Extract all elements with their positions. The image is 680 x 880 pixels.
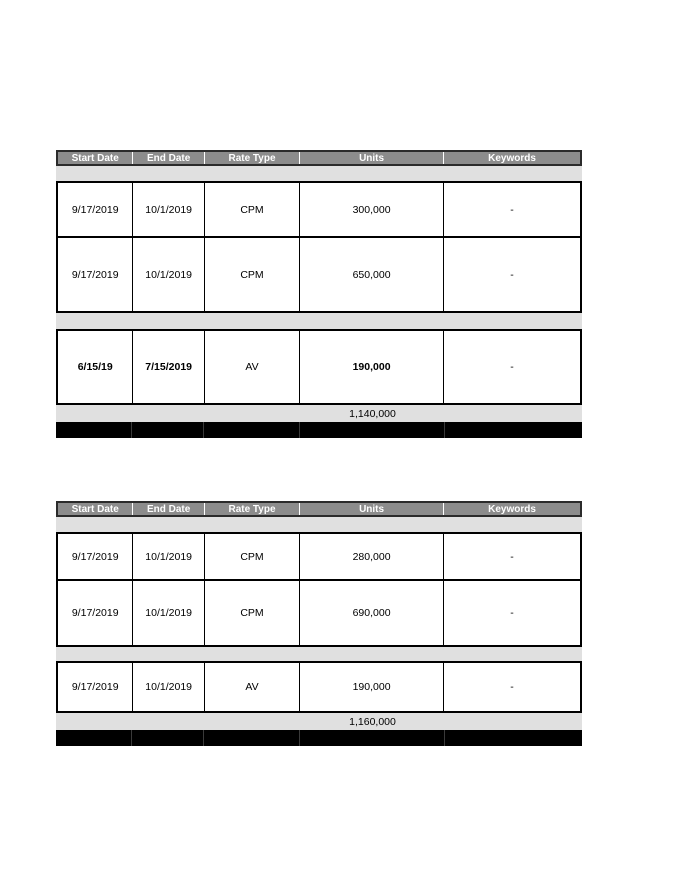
keywords-cell: - (510, 203, 514, 216)
rate-type-cell: CPM (205, 238, 300, 311)
col-header-keywords: Keywords (488, 503, 536, 515)
group-band (56, 313, 582, 329)
line-item-table-1 (56, 150, 582, 438)
units-cell: 690,000 (300, 581, 444, 645)
end-date-cell: 10/1/2019 (133, 581, 204, 645)
total-row (56, 405, 582, 422)
col-header-end-date: End Date (133, 152, 204, 164)
units-cell: 190,000 (300, 663, 444, 711)
units-cell: 280,000 (300, 534, 444, 579)
total-units: 1,160,000 (349, 715, 396, 728)
group-band (56, 166, 582, 181)
table-row (56, 181, 582, 238)
table-row (56, 238, 582, 313)
col-header-keywords: Keywords (488, 152, 536, 164)
start-date-cell: 6/15/19 (58, 331, 133, 403)
start-date-cell: 9/17/2019 (58, 238, 133, 311)
start-date-cell: 9/17/2019 (58, 663, 133, 711)
col-header-units: Units (300, 503, 444, 515)
start-date-cell: 9/17/2019 (58, 534, 133, 579)
col-header-start-date: Start Date (58, 152, 133, 164)
rate-type-cell: CPM (205, 534, 300, 579)
line-item-table-2 (56, 501, 582, 746)
total-row (56, 713, 582, 730)
keywords-cell: - (510, 268, 514, 281)
end-date-cell: 10/1/2019 (133, 183, 204, 236)
col-header-end-date: End Date (133, 503, 204, 515)
col-header-units: Units (300, 152, 444, 164)
table-row (56, 661, 582, 713)
end-date-cell: 7/15/2019 (133, 331, 204, 403)
end-date-cell: 10/1/2019 (133, 663, 204, 711)
keywords-cell: - (510, 681, 514, 693)
table-row (56, 329, 582, 405)
table-header (56, 150, 582, 166)
table-header (56, 501, 582, 517)
end-date-cell: 10/1/2019 (133, 238, 204, 311)
col-header-rate-type: Rate Type (205, 152, 300, 164)
group-band (56, 517, 582, 532)
units-cell: 650,000 (300, 238, 444, 311)
col-header-start-date: Start Date (58, 503, 133, 515)
col-header-rate-type: Rate Type (205, 503, 300, 515)
rate-type-cell: AV (205, 663, 300, 711)
start-date-cell: 9/17/2019 (58, 183, 133, 236)
total-units: 1,140,000 (349, 407, 396, 420)
table-row (56, 532, 582, 581)
keywords-cell: - (510, 607, 514, 619)
rate-type-cell: CPM (205, 183, 300, 236)
end-date-cell: 10/1/2019 (133, 534, 204, 579)
rate-type-cell: AV (205, 331, 300, 403)
rate-type-cell: CPM (205, 581, 300, 645)
keywords-cell: - (510, 550, 514, 563)
units-cell: 300,000 (300, 183, 444, 236)
footer-bar (56, 730, 582, 746)
keywords-cell: - (510, 361, 514, 373)
footer-bar (56, 422, 582, 438)
start-date-cell: 9/17/2019 (58, 581, 133, 645)
group-band (56, 647, 582, 661)
units-cell: 190,000 (300, 331, 444, 403)
table-row (56, 581, 582, 647)
